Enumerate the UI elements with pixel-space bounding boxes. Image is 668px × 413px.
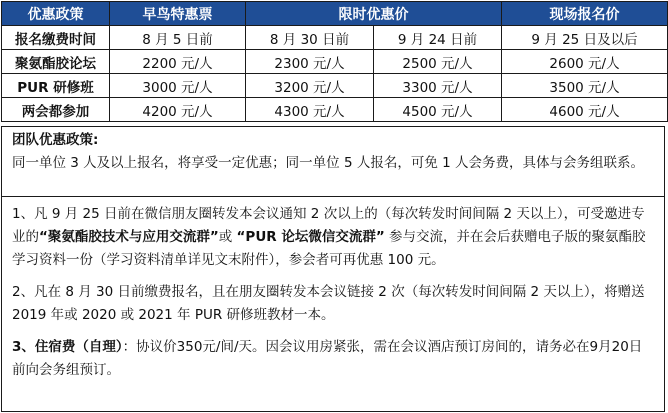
notes-panel (1, 196, 665, 412)
table-row (2, 74, 668, 98)
price-cell: 4300 元/人 (246, 98, 374, 122)
price-cell: 2500 元/人 (374, 50, 502, 74)
group-name-adhesive: “聚氨酯胶技术与应用交流群” (39, 229, 219, 245)
accommodation-label: 3、住宿费（自理） (12, 339, 123, 355)
price-cell: 4600 元/人 (502, 98, 668, 122)
deadline-cell: 9 月 24 日前 (374, 26, 502, 50)
deadline-cell: 8 月 30 日前 (246, 26, 374, 50)
deadline-row (2, 26, 668, 50)
deadline-cell: 9 月 25 日及以后 (502, 26, 668, 50)
row-label: 聚氨酯胶论坛 (2, 50, 110, 74)
note-text: ：协议价350元/间/天。因会议用房紧张，需在会议酒店预订房间的，请务必在9月20日前向会务组预订。 (12, 339, 643, 378)
note-text: 1、凡 9 月 25 日前在微信朋友圈转发本会议通知 2 次以上的（每次转发时间间隔 2 天以上），可受邀进专业的 (12, 206, 645, 245)
header-early-bird: 早鸟特惠票 (110, 2, 246, 26)
table-row (2, 98, 668, 122)
group-discount-title: 团队优惠政策: (12, 132, 99, 148)
note-text: 参与交流，并在会后获赠电子版的聚氨酯胶学习资料一份（学习资料清单详见文末附件），参会者可再优惠 100 元。 (12, 229, 646, 268)
pricing-table (1, 1, 668, 122)
note-text: 2、凡在 8 月 30 日前缴费报名，且在朋友圈转发本会议链接 2 次（每次转发时间间隔 2 天以上），将赠送 2019 年或 2020 或 2021 年 PUR 研修班教材一本。 (12, 284, 645, 323)
pricing-header-row (2, 2, 668, 26)
price-cell: 3300 元/人 (374, 74, 502, 98)
price-cell: 4200 元/人 (110, 98, 246, 122)
header-policy: 优惠政策 (2, 2, 110, 26)
table-row (2, 50, 668, 74)
group-name-pur-forum: “PUR 论坛微信交流群” (236, 229, 385, 245)
price-cell: 4500 元/人 (374, 98, 502, 122)
deadline-cell: 8 月 5 日前 (110, 26, 246, 50)
note-textbook-gift (12, 281, 652, 327)
header-limited-time: 限时优惠价 (246, 2, 502, 26)
price-cell: 2200 元/人 (110, 50, 246, 74)
deadline-row-label: 报名缴费时间 (2, 26, 110, 50)
price-cell: 3200 元/人 (246, 74, 374, 98)
group-discount-panel (1, 126, 665, 197)
note-text: 或 (218, 229, 237, 245)
price-cell: 2300 元/人 (246, 50, 374, 74)
note-accommodation (12, 336, 652, 382)
note-sharing-group (12, 203, 652, 272)
row-label: PUR 研修班 (2, 74, 110, 98)
row-label: 两会都参加 (2, 98, 110, 122)
group-discount-text: 同一单位 3 人及以上报名，将享受一定优惠；同一单位 5 人报名，可免 1 人会务费，具体与会务组联系。 (12, 155, 645, 171)
price-cell: 2600 元/人 (502, 50, 668, 74)
header-onsite: 现场报名价 (502, 2, 668, 26)
price-cell: 3000 元/人 (110, 74, 246, 98)
price-cell: 3500 元/人 (502, 74, 668, 98)
